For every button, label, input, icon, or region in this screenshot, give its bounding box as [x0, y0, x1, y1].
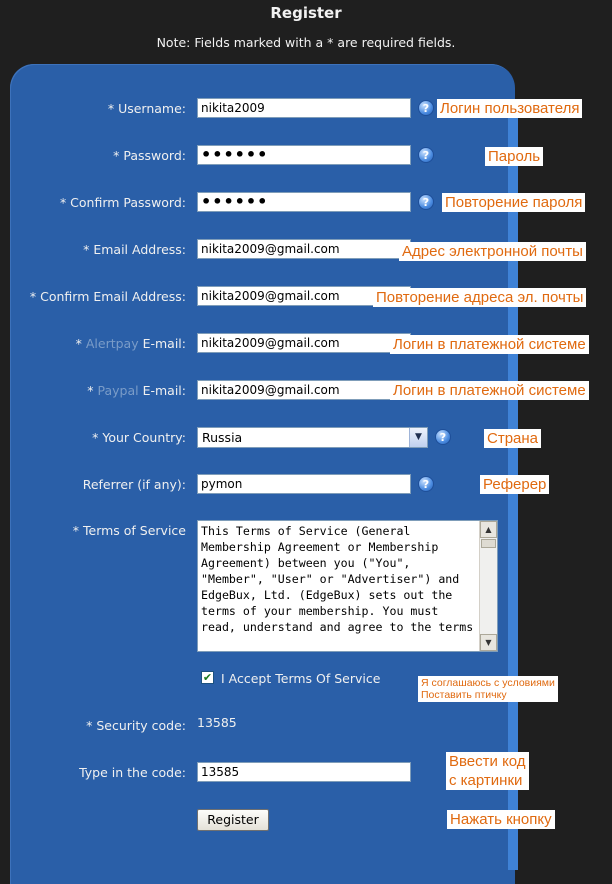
help-icon[interactable]: ?	[418, 476, 434, 492]
register-hint: Нажать кнопку	[447, 810, 555, 829]
security-code-label: * Security code:	[86, 718, 186, 733]
confirm-password-hint: Повторение пароля	[442, 193, 585, 212]
type-code-label: Type in the code:	[79, 765, 186, 780]
confirm-email-label: * Confirm Email Address:	[29, 289, 186, 304]
scroll-thumb[interactable]	[481, 539, 496, 548]
paypal-email-input[interactable]	[197, 380, 411, 400]
type-code-hint	[446, 752, 529, 790]
country-value: Russia	[202, 430, 243, 445]
help-icon[interactable]: ?	[418, 194, 434, 210]
username-hint: Логин пользователя	[437, 99, 582, 118]
alertpay-email-input[interactable]	[197, 333, 411, 353]
terms-textarea[interactable]	[197, 520, 498, 652]
alertpay-hint: Логин в платежной системе	[390, 335, 589, 354]
referrer-hint: Реферер	[480, 475, 549, 494]
confirm-password-label: * Confirm Password:	[59, 195, 186, 210]
email-hint: Адрес электронной почты	[399, 242, 586, 261]
country-hint: Страна	[484, 429, 541, 448]
country-label: * Your Country:	[92, 430, 186, 445]
password-input[interactable]: ••••••	[197, 145, 411, 165]
paypal-label-star: *	[87, 383, 98, 398]
page-title: Register	[270, 4, 342, 22]
username-label: * Username:	[107, 101, 186, 116]
password-hint: Пароль	[485, 147, 543, 166]
terms-label: * Terms of Service	[72, 523, 186, 538]
terms-text: This Terms of Service (General Membership Agreement or Membership Agreement) between you ("You", "Member", "User" or "Advertiser") and EdgeBux, Ltd. (EdgeBux) sets out the terms of your membership. You must read, understand and agree to the terms	[201, 524, 474, 634]
email-input[interactable]	[197, 239, 411, 259]
referrer-input[interactable]	[197, 474, 411, 494]
help-icon[interactable]: ?	[418, 100, 434, 116]
alertpay-brand: Alertpay	[85, 336, 139, 351]
referrer-label: Referrer (if any):	[82, 477, 186, 492]
paypal-label-rest: E-mail:	[138, 383, 186, 398]
confirm-email-hint: Повторение адреса эл. почты	[373, 288, 586, 307]
accept-hint-line1: Я соглашаюсь с условиями	[421, 677, 555, 689]
country-select[interactable]	[197, 427, 428, 448]
type-code-hint-line2: с картинки	[449, 772, 523, 789]
accept-hint-line2: Поставить птичку	[421, 689, 507, 701]
terms-scrollbar[interactable]	[479, 521, 497, 651]
paypal-label	[0, 383, 186, 398]
help-icon[interactable]: ?	[435, 429, 451, 445]
type-code-input[interactable]	[197, 762, 411, 782]
alertpay-label-rest: E-mail:	[138, 336, 186, 351]
confirm-password-input[interactable]: ••••••	[197, 192, 411, 212]
help-icon[interactable]: ?	[418, 147, 434, 163]
email-label: * Email Address:	[83, 242, 186, 257]
scroll-down-icon[interactable]: ▼	[480, 634, 497, 651]
security-code: 13585	[197, 715, 237, 730]
alertpay-label	[0, 336, 186, 351]
checkmark-icon: ✔	[202, 671, 213, 684]
register-button[interactable]: Register	[197, 809, 269, 831]
alertpay-label-star: *	[75, 336, 86, 351]
accept-terms-label: I Accept Terms Of Service	[221, 671, 381, 686]
password-label: * Password:	[113, 148, 186, 163]
accept-hint	[418, 676, 558, 702]
required-note: Note: Fields marked with a * are required fields.	[156, 35, 456, 50]
scroll-up-icon[interactable]: ▲	[480, 521, 497, 538]
username-input[interactable]	[197, 98, 411, 118]
paypal-brand: Paypal	[97, 383, 139, 398]
chevron-down-icon[interactable]: ▼	[409, 428, 427, 447]
type-code-hint-line1: Ввести код	[449, 753, 526, 770]
accept-terms-checkbox[interactable]	[201, 671, 214, 684]
paypal-hint: Логин в платежной системе	[390, 381, 589, 400]
